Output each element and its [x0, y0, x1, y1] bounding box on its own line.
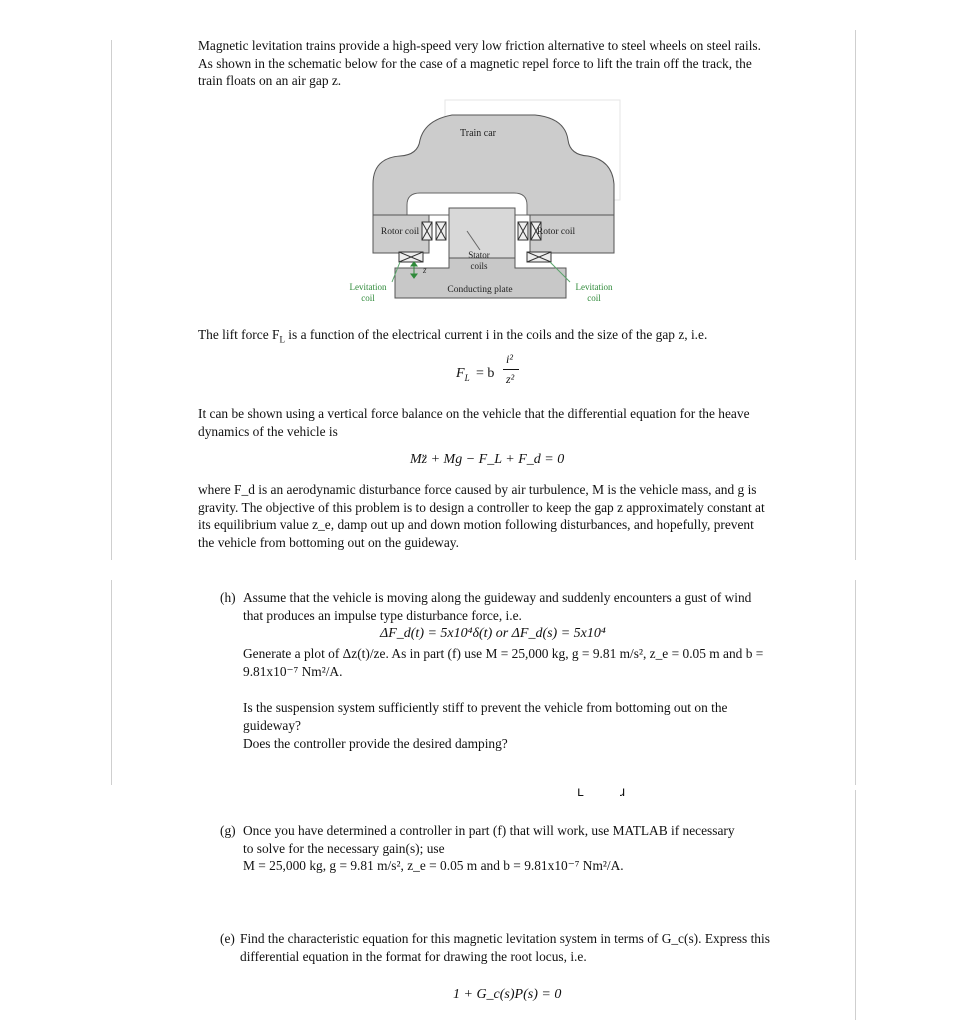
- label-levitation-left-1: Levitation: [349, 282, 387, 292]
- part-g-line1: Once you have determined a controller in part (f) that will work, use MATLAB if necessary to solve for the necessary gain(s); use: [243, 823, 735, 856]
- part-h-question1: Is the suspension system sufficiently stiff to prevent the vehicle from bottoming out on the guideway?: [243, 700, 728, 733]
- part-h-label: (h): [220, 590, 236, 605]
- part-h-line2: Generate a plot of Δz(t)/ze. As in part (f) use M = 25,000 kg, g = 9.81 m/s², z_e = 0.05 m and b = 9.81x10⁻⁷ Nm²/A.: [243, 646, 764, 679]
- label-levitation-right-2: coil: [587, 293, 601, 303]
- label-rotor-coil-left: Rotor coil: [380, 227, 420, 237]
- label-stator-1: Stator: [468, 250, 490, 260]
- part-e-label: (e): [220, 931, 235, 946]
- maglev-schematic: [0, 90, 962, 410]
- part-h-question2: Does the controller provide the desired damping?: [243, 736, 508, 751]
- rotor-coil-left: [422, 222, 446, 240]
- label-rotor-coil-right: Rotor coil: [536, 227, 576, 237]
- label-train-car: Train car: [459, 128, 497, 139]
- part-e-line1: Find the characteristic equation for this magnetic levitation system in terms of G_c(s). Express this differential equation in the format for drawing the root locus, i.e.: [240, 931, 770, 964]
- part-g-line2: M = 25,000 kg, g = 9.81 m/s², z_e = 0.05 m and b = 9.81x10⁻⁷ Nm²/A.: [243, 858, 624, 873]
- force-balance-paragraph: It can be shown using a vertical force balance on the vehicle that the differential equation for the heave dynamics of the vehicle is: [198, 406, 750, 439]
- label-conducting-plate: Conducting plate: [447, 285, 513, 295]
- stray-mark-right: ɹ: [620, 785, 626, 800]
- label-gap-z: z: [423, 265, 427, 275]
- label-levitation-left-2: coil: [361, 293, 375, 303]
- levitation-coil-right: [527, 252, 551, 262]
- levitation-coil-left: [399, 252, 423, 262]
- label-stator-2: coils: [470, 261, 488, 271]
- right-margin-rule-mid: [855, 580, 856, 785]
- part-h-equation: ΔF_d(t) = 5x10⁴δ(t) or ΔF_d(s) = 5x10⁴: [380, 626, 606, 641]
- lift-force-sentence: The lift force $F_L$ is a function of the electrical current i in the coils and the size of the gap z, i.e.: [198, 327, 708, 345]
- part-g-label: (g): [220, 823, 236, 838]
- intro-paragraph: Magnetic levitation trains provide a high-speed very low friction alternative to steel wheels on steel rails. As shown in the schematic below for the case of a magnetic repel force to lift the train off the track, the train floats on an air gap z.: [198, 38, 761, 88]
- left-margin-rule-mid: [111, 580, 112, 785]
- stray-mark-left: ʟ: [577, 785, 584, 800]
- label-levitation-right-1: Levitation: [575, 282, 613, 292]
- right-margin-rule-bottom: [855, 790, 856, 1020]
- heave-equation: Mz̈ + Mg − F_L + F_d = 0: [410, 452, 565, 467]
- part-h-line1: Assume that the vehicle is moving along the guideway and suddenly encounters a gust of wind that produces an impulse type disturbance force, i.e.: [243, 590, 752, 623]
- where-paragraph: where F_d is an aerodynamic disturbance force caused by air turbulence, M is the vehicle mass, and g is gravity. The objective of this problem is to design a controller to keep the gap z approximately constant at its equilibrium value z_e, damp out up and down motion following disturbances, and hopefully, prevent the vehicle from bottoming out on the guideway.: [198, 482, 765, 550]
- part-e-equation: 1 + G_c(s)P(s) = 0: [453, 987, 562, 1002]
